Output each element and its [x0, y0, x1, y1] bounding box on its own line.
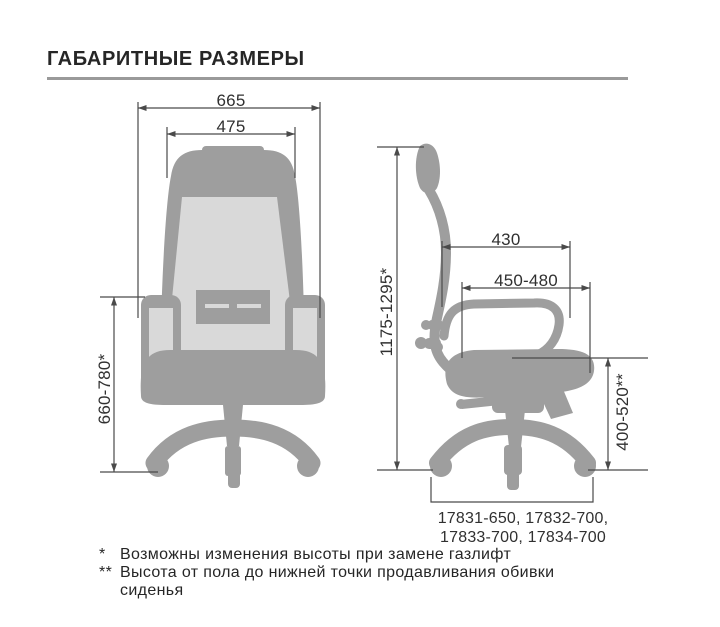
lever-knob: [456, 399, 466, 409]
dim-label-backrest-width: 475: [216, 117, 246, 136]
side-view-chair: [415, 144, 596, 490]
lumbar-slot-right: [237, 304, 261, 308]
caster-front-center: [228, 470, 240, 488]
tilt-mechanism: [492, 385, 544, 413]
model-numbers: [413, 509, 633, 547]
dim-label-overall-width: 665: [216, 91, 246, 110]
front-view-chair: [141, 146, 326, 488]
caster-front-left: [147, 455, 169, 477]
model-numbers-line1: 17831-650, 17832-700,: [437, 510, 609, 527]
footnotes: [99, 546, 554, 600]
page-title: ГАБАРИТНЫЕ РАЗМЕРЫ: [47, 48, 305, 70]
dim-label-overall-height: 1175-1295*: [377, 267, 396, 357]
footnote-2-text-line2: сиденья: [120, 582, 184, 599]
height-lever-handle: [149, 393, 169, 401]
dim-label-backrest-depth: 430: [491, 230, 521, 249]
caster-side-left: [430, 455, 452, 477]
model-numbers-line2: 17833-700, 17834-700: [440, 529, 606, 546]
caster-side-center: [507, 470, 519, 490]
footnote-1-text: Возможны изменения высоты при замене газлифт: [120, 546, 512, 563]
dim-label-seat-height: 400-520**: [613, 373, 632, 451]
lumbar-slot-left: [205, 304, 229, 308]
footnote-2-text-line1: Высота от пола до нижней точки продавливания обивки: [120, 564, 555, 581]
caster-front-right: [297, 455, 319, 477]
dim-label-backrest-height: 660-780*: [95, 353, 114, 425]
dim-label-seat-depth: 450-480: [494, 271, 558, 290]
backrest-mesh: [167, 197, 296, 350]
footnote-2-marker: **: [99, 564, 113, 581]
footnote-1-marker: *: [99, 546, 106, 563]
armrest-side: [444, 303, 559, 355]
caster-side-right: [574, 455, 596, 477]
